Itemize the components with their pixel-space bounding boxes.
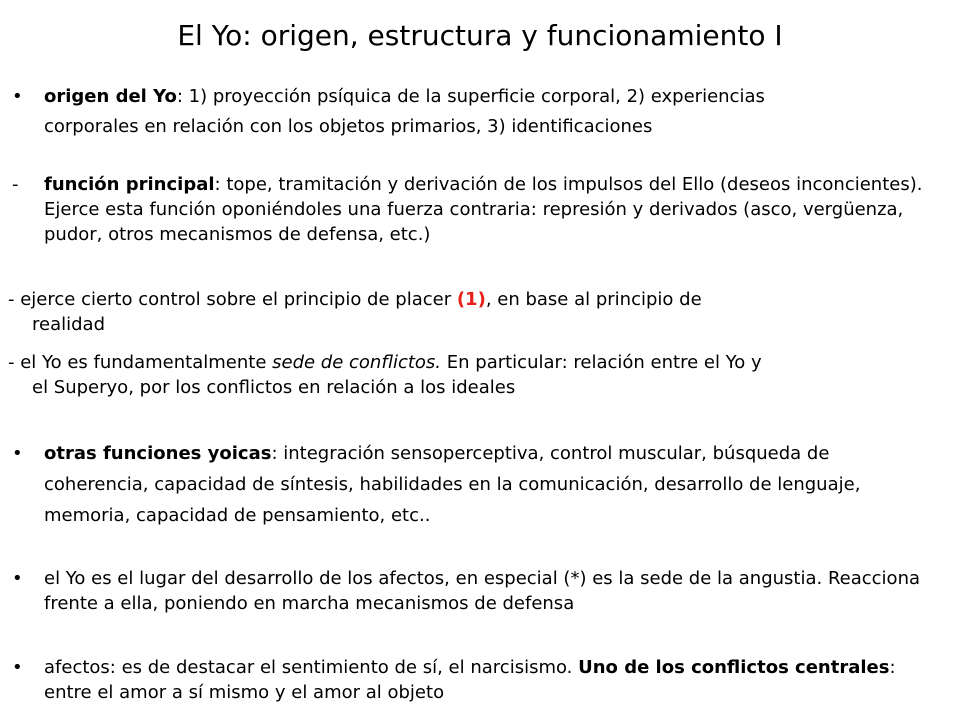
paragraph-other-functions <box>44 438 934 531</box>
text-conflicts-b: el Superyo, por los conflictos en relación a los ideales <box>32 377 516 398</box>
paragraph-narcissism <box>44 655 934 705</box>
text-conflicts-a: En particular: relación entre el Yo y <box>441 352 762 373</box>
bullet-marker: • <box>12 443 23 464</box>
bullet-marker: • <box>12 86 23 107</box>
text-conflicts-italic: sede de conflictos. <box>272 352 442 373</box>
paragraph-affects-anxiety <box>44 566 934 616</box>
paragraph-origin <box>44 82 934 142</box>
text-other-functions: : integración sensoperceptiva, control muscular, búsqueda de coherencia, capacidad de síntesis, habilidades en la comunicación, desarrollo de lenguaje, memoria, capacidad de pensamiento, etc.. <box>44 443 861 526</box>
text-narcissism-b: : entre el amor a sí mismo y el amor al objeto <box>44 657 896 703</box>
paragraph-conflicts <box>8 350 940 400</box>
term-central-conflicts: Uno de los conflictos centrales <box>578 657 890 678</box>
text-affects-anxiety: el Yo es el lugar del desarrollo de los afectos, en especial (*) es la sede de la angustia. Reacciona frente a ella, poniendo en marcha mecanismos de defensa <box>44 568 921 614</box>
dash-marker: - <box>12 174 19 195</box>
text-origin-b: corporales en relación con los objetos primarios, 3) identificaciones <box>44 116 653 137</box>
text-main-function: : tope, tramitación y derivación de los impulsos del Ello (deseos inconcientes). Ejerce esta función oponiéndoles una fuerza contraria: represión y derivados (asco, vergüenza, pudor, otros mecanismos de defensa, etc.) <box>44 174 923 245</box>
term-origin: origen del Yo <box>44 86 177 107</box>
paragraph-main-function <box>44 172 934 247</box>
text-control-prefix: - ejerce cierto control sobre el principio de placer <box>8 289 457 310</box>
text-control-a: , en base al principio de <box>485 289 702 310</box>
term-main-function: función principal <box>44 174 215 195</box>
reference-1: (1) <box>456 289 486 310</box>
text-narcissism-a: afectos: es de destacar el sentimiento de sí, el narcisismo. <box>44 657 579 678</box>
slide-title: El Yo: origen, estructura y funcionamiento I <box>177 19 783 52</box>
paragraph-control <box>8 287 940 337</box>
term-other-functions: otras funciones yoicas <box>44 443 272 464</box>
bullet-marker: • <box>12 657 23 678</box>
bullet-marker: • <box>12 568 23 589</box>
text-control-b: realidad <box>32 314 105 335</box>
text-conflicts-prefix: - el Yo es fundamentalmente <box>8 352 273 373</box>
text-origin-a: : 1) proyección psíquica de la superficie corporal, 2) experiencias <box>176 86 765 107</box>
